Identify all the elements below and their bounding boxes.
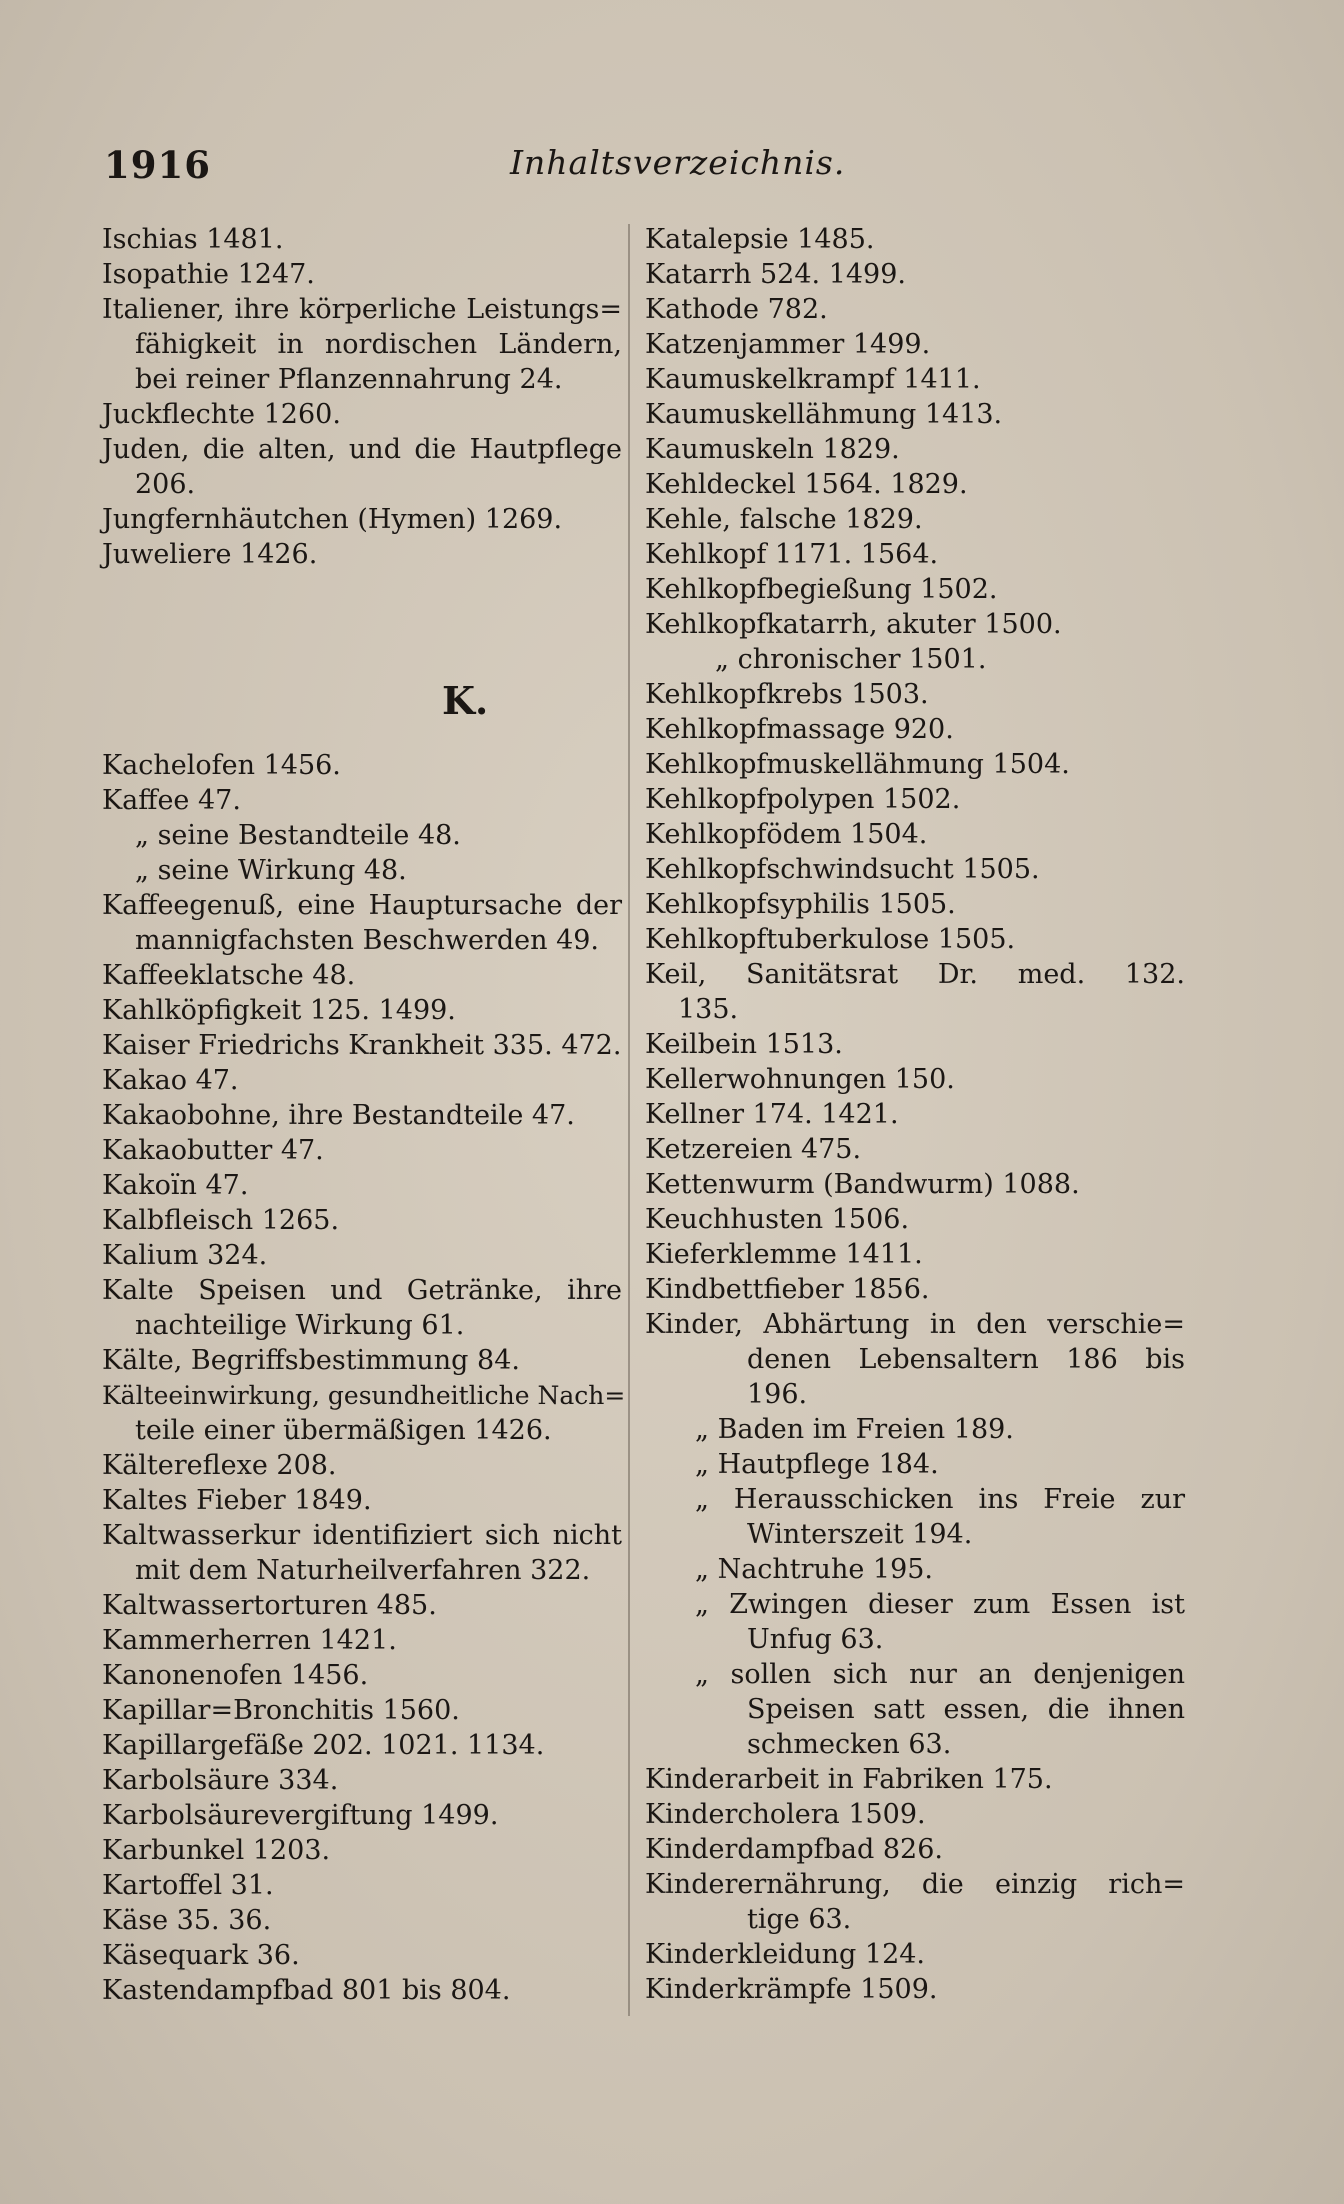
index-entry: Kehlkopftuberkulose 1505.: [645, 924, 1016, 955]
index-entry: Karbolsäure 334.: [102, 1765, 339, 1796]
column-divider: [628, 224, 630, 2016]
index-entry: Keuchhusten 1506.: [645, 1204, 910, 1235]
index-entry: 135.: [678, 994, 739, 1025]
index-entry: Italiener, ihre körperliche Leistungs=: [102, 294, 622, 325]
index-entry: Kinderdampfbad 826.: [645, 1834, 943, 1865]
index-entry: Ketzereien 475.: [645, 1134, 862, 1165]
index-entry: Kieferklemme 1411.: [645, 1239, 923, 1270]
index-entry: Käse 35. 36.: [102, 1905, 272, 1936]
index-entry: fähigkeit in nordischen Ländern,: [135, 329, 622, 360]
index-entry: Kehlkopfbegießung 1502.: [645, 574, 998, 605]
index-entry: Speisen satt essen, die ihnen: [747, 1694, 1185, 1725]
index-entry: Kakao 47.: [102, 1065, 239, 1096]
index-entry: denen Lebensaltern 186 bis: [747, 1344, 1185, 1375]
index-entry: Kaumuskellähmung 1413.: [645, 399, 1003, 430]
index-entry: Kehlkopfmassage 920.: [645, 714, 954, 745]
index-entry: Kehlkopfschwindsucht 1505.: [645, 854, 1040, 885]
index-entry: Kakaobutter 47.: [102, 1135, 324, 1166]
index-entry: Keil, Sanitätsrat Dr. med. 132.: [645, 959, 1185, 990]
section-letter: K.: [442, 678, 489, 723]
index-entry: 206.: [135, 469, 196, 500]
index-entry: Kälteeinwirkung, gesundheitliche Nach=: [102, 1381, 626, 1410]
index-entry: Jungfernhäutchen (Hymen) 1269.: [102, 504, 563, 535]
index-entry: „ Zwingen dieser zum Essen ist: [695, 1589, 1185, 1620]
index-entry: Kehlkopfkatarrh, akuter 1500.: [645, 609, 1062, 640]
index-entry: Kälte, Begriffsbestimmung 84.: [102, 1345, 520, 1376]
index-entry: mannigfachsten Beschwerden 49.: [135, 925, 600, 956]
index-entry: Kindbettfieber 1856.: [645, 1274, 930, 1305]
index-entry: Kakoïn 47.: [102, 1170, 249, 1201]
index-entry: nachteilige Wirkung 61.: [135, 1310, 465, 1341]
index-entry: „ Hautpflege 184.: [695, 1449, 939, 1480]
index-entry: Kaltwasserkur identifiziert sich nicht: [102, 1520, 622, 1551]
index-entry: Kettenwurm (Bandwurm) 1088.: [645, 1169, 1080, 1200]
index-entry: Kahlköpfigkeit 125. 1499.: [102, 995, 456, 1026]
index-entry: „ chronischer 1501.: [715, 644, 987, 675]
index-entry: Katalepsie 1485.: [645, 224, 875, 255]
index-entry: Kaiser Friedrichs Krankheit 335. 472.: [102, 1030, 622, 1061]
index-entry: mit dem Naturheilverfahren 322.: [135, 1555, 591, 1586]
index-entry: Kaltwassertorturen 485.: [102, 1590, 437, 1621]
index-entry: Kapillargefäße 202. 1021. 1134.: [102, 1730, 545, 1761]
index-entry: „ seine Bestandteile 48.: [135, 820, 461, 851]
index-entry: Kehldeckel 1564. 1829.: [645, 469, 968, 500]
index-entry: Kellerwohnungen 150.: [645, 1064, 955, 1095]
index-entry: Kalbfleisch 1265.: [102, 1205, 340, 1236]
index-entry: Katarrh 524. 1499.: [645, 259, 906, 290]
index-entry: Kehle, falsche 1829.: [645, 504, 923, 535]
index-entry: „ Baden im Freien 189.: [695, 1414, 1014, 1445]
index-entry: Kammerherren 1421.: [102, 1625, 397, 1656]
index-entry: Kaffeegenuß, eine Hauptursache der: [102, 890, 622, 921]
index-entry: Kathode 782.: [645, 294, 828, 325]
index-entry: Kalte Speisen und Getränke, ihre: [102, 1275, 622, 1306]
index-entry: Kehlkopfsyphilis 1505.: [645, 889, 956, 920]
index-entry: Kapillar=Bronchitis 1560.: [102, 1695, 460, 1726]
index-entry: Kehlkopf 1171. 1564.: [645, 539, 939, 570]
index-entry: Kehlkopfkrebs 1503.: [645, 679, 929, 710]
running-title: Inhaltsverzeichnis.: [510, 143, 846, 182]
index-entry: Kindercholera 1509.: [645, 1799, 926, 1830]
index-entry: Kellner 174. 1421.: [645, 1099, 899, 1130]
index-entry: Keilbein 1513.: [645, 1029, 843, 1060]
index-entry: Isopathie 1247.: [102, 259, 315, 290]
index-entry: „ sollen sich nur an denjenigen: [695, 1659, 1185, 1690]
index-entry: Kinderarbeit in Fabriken 175.: [645, 1764, 1053, 1795]
index-entry: Kaltes Fieber 1849.: [102, 1485, 372, 1516]
index-entry: Karbunkel 1203.: [102, 1835, 331, 1866]
page-number: 1916: [104, 143, 211, 187]
index-entry: Kaumuskeln 1829.: [645, 434, 900, 465]
index-entry: Käsequark 36.: [102, 1940, 300, 1971]
index-entry: Kanonenofen 1456.: [102, 1660, 369, 1691]
index-entry: tige 63.: [747, 1904, 852, 1935]
index-entry: Kartoffel 31.: [102, 1870, 274, 1901]
index-entry: Kinderkleidung 124.: [645, 1939, 926, 1970]
index-entry: Kalium 324.: [102, 1240, 268, 1271]
index-entry: teile einer übermäßigen 1426.: [135, 1415, 552, 1446]
index-entry: Unfug 63.: [747, 1624, 884, 1655]
index-entry: Kaffeeklatsche 48.: [102, 960, 356, 991]
index-entry: Kaffee 47.: [102, 785, 241, 816]
index-entry: Kinderkrämpfe 1509.: [645, 1974, 938, 2005]
index-entry: schmecken 63.: [747, 1729, 952, 1760]
index-entry: Ischias 1481.: [102, 224, 284, 255]
index-entry: Kehlkopfödem 1504.: [645, 819, 928, 850]
index-entry: „ Herausschicken ins Freie zur: [695, 1484, 1185, 1515]
index-entry: bei reiner Pflanzennahrung 24.: [135, 364, 563, 395]
index-entry: Winterszeit 194.: [747, 1519, 973, 1550]
index-entry: Juden, die alten, und die Hautpflege: [102, 434, 622, 465]
index-entry: Katzenjammer 1499.: [645, 329, 931, 360]
index-entry: Kinder, Abhärtung in den verschie=: [645, 1309, 1185, 1340]
index-entry: Juweliere 1426.: [102, 539, 318, 570]
index-entry: Kakaobohne, ihre Bestandteile 47.: [102, 1100, 575, 1131]
index-entry: „ seine Wirkung 48.: [135, 855, 407, 886]
index-entry: Karbolsäurevergiftung 1499.: [102, 1800, 499, 1831]
index-entry: Kinderernährung, die einzig rich=: [645, 1869, 1185, 1900]
index-entry: „ Nachtruhe 195.: [695, 1554, 934, 1585]
index-entry: Kaumuskelkrampf 1411.: [645, 364, 981, 395]
index-entry: Kältereflexe 208.: [102, 1450, 337, 1481]
index-entry: Kehlkopfpolypen 1502.: [645, 784, 961, 815]
index-entry: Kachelofen 1456.: [102, 750, 341, 781]
index-entry: Kehlkopfmuskellähmung 1504.: [645, 749, 1070, 780]
index-entry: Juckflechte 1260.: [102, 399, 341, 430]
index-entry: Kastendampfbad 801 bis 804.: [102, 1975, 511, 2006]
index-entry: 196.: [747, 1379, 808, 1410]
